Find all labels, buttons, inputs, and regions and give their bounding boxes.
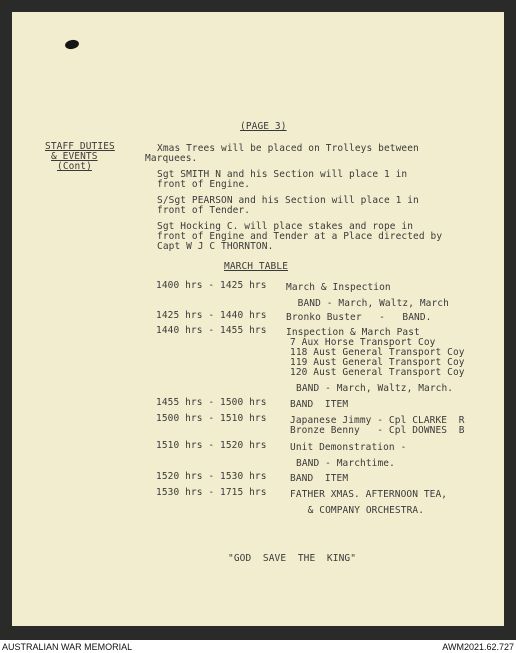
closing-line: "GOD SAVE THE KING": [228, 553, 357, 564]
footer-source: AUSTRALIAN WAR MEMORIAL: [2, 642, 133, 652]
instruction-3-line2: front of Tender.: [157, 205, 251, 216]
march-table-entry: 7 Aux Horse Transport Coy: [290, 337, 436, 348]
footer-bar: [0, 641, 516, 653]
march-table-entry: BAND ITEM: [290, 399, 349, 410]
instruction-2-line2: front of Engine.: [157, 179, 251, 190]
march-table-entry: 118 Aust General Transport Coy: [290, 347, 465, 358]
page-label: (PAGE 3): [240, 121, 287, 132]
march-table-heading: MARCH TABLE: [224, 261, 289, 272]
march-table-time: 1520 hrs - 1530 hrs: [156, 471, 267, 482]
march-table-entry: 120 Aust General Transport Coy: [290, 367, 465, 378]
march-table-entry: BAND - March, Waltz, March.: [296, 383, 454, 394]
march-table-entry: BAND - March, Waltz, March: [286, 298, 449, 309]
march-table-time: 1400 hrs - 1425 hrs: [156, 280, 267, 291]
footer-accession-number: AWM2021.62.727: [442, 642, 514, 652]
march-table-entry: BAND - Marchtime.: [296, 458, 395, 469]
march-table-entry: Bronze Benny - Cpl DOWNES B: [290, 425, 465, 436]
side-heading-line2: & EVENTS: [51, 151, 98, 162]
march-table-entry: BAND ITEM: [290, 473, 349, 484]
instruction-4-line1: Sgt Hocking C. will place stakes and rope in: [157, 221, 414, 232]
instruction-1-line2: Marquees.: [145, 153, 198, 164]
march-table-time: 1455 hrs - 1500 hrs: [156, 397, 267, 408]
instruction-4-line2: front of Engine and Tender at a Place directed by: [157, 231, 443, 242]
instruction-2-line1: Sgt SMITH N and his Section will place 1 in: [157, 169, 408, 180]
march-table-entry: Unit Demonstration -: [290, 442, 407, 453]
march-table-time: 1510 hrs - 1520 hrs: [156, 440, 267, 451]
document-page: [12, 12, 504, 626]
instruction-1-line1: Xmas Trees will be placed on Trolleys between: [157, 143, 419, 154]
march-table-time: 1425 hrs - 1440 hrs: [156, 310, 267, 321]
punch-hole: [64, 39, 79, 50]
side-heading-line3: (Cont): [57, 161, 92, 172]
march-table-entry: Japanese Jimmy - Cpl CLARKE R: [290, 415, 465, 426]
march-table-time: 1440 hrs - 1455 hrs: [156, 325, 267, 336]
march-table-entry: 119 Aust General Transport Coy: [290, 357, 465, 368]
instruction-3-line1: S/Sgt PEARSON and his Section will place 1 in: [157, 195, 419, 206]
march-table-entry: Bronko Buster - BAND.: [286, 312, 432, 323]
march-table-time: 1500 hrs - 1510 hrs: [156, 413, 267, 424]
instruction-4-line3: Capt W J C THORNTON.: [157, 241, 274, 252]
march-table-entry: March & Inspection: [286, 282, 391, 293]
march-table-entry: & COMPANY ORCHESTRA.: [296, 505, 425, 516]
march-table-entry: FATHER XMAS. AFTERNOON TEA,: [290, 489, 448, 500]
side-heading-line1: STAFF DUTIES: [45, 141, 115, 152]
march-table-entry: Inspection & March Past: [286, 327, 420, 338]
march-table-time: 1530 hrs - 1715 hrs: [156, 487, 267, 498]
